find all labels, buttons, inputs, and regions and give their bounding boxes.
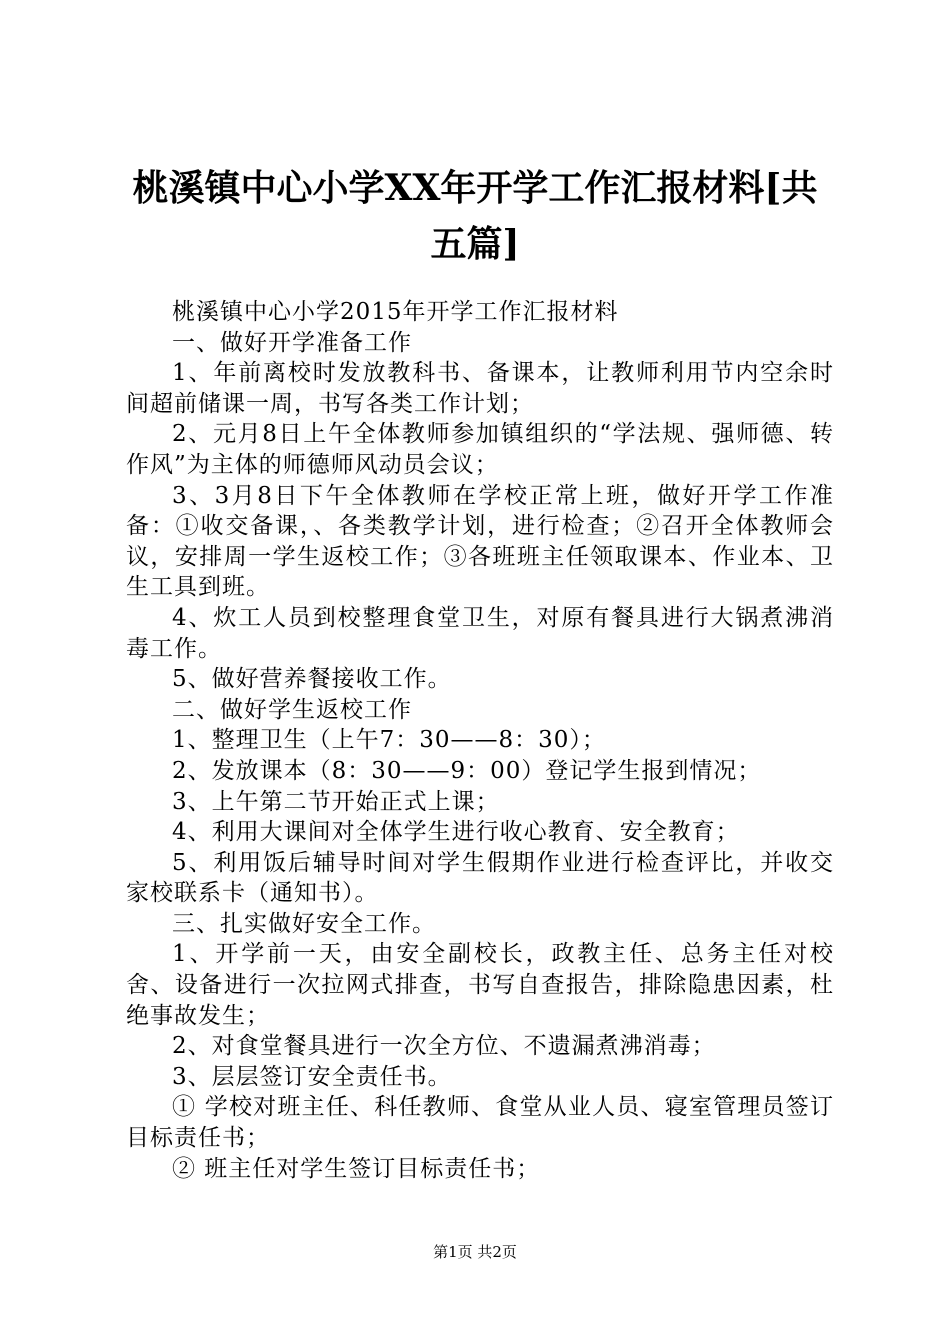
paragraph: 4、利用大课间对全体学生进行收心教育、安全教育；	[172, 819, 740, 846]
paragraph-subtitle: 桃溪镇中心小学2015年开学工作汇报材料	[172, 299, 619, 325]
paragraph: 1、年前离校时发放教科书、备课本，让教师利用节内空余时间超前储课一周，书写各类工作计划；	[126, 360, 834, 417]
section-heading-2: 二、做好学生返校工作	[172, 696, 412, 723]
paragraph: 5、利用饭后辅导时间对学生假期作业进行检查评比，并收交家校联系卡（通知书）。	[126, 849, 834, 907]
paragraph: 5、做好营养餐接收工作。	[172, 666, 452, 693]
paragraph: 2、元月8日上午全体教师参加镇组织的“学法规、强师德、转作风”为主体的师德师风动员会议；	[126, 421, 834, 478]
paragraph: ① 学校对班主任、科任教师、食堂从业人员、寝室管理员签订目标责任书；	[126, 1094, 834, 1152]
paragraph: 1、整理卫生（上午7：30——8：30）；	[172, 727, 606, 754]
document-body	[126, 297, 834, 1184]
paragraph: 1、开学前一天，由安全副校长，政教主任、总务主任对校舍、设备进行一次拉网式排查，书写自查报告，排除隐患因素，杜绝事故发生；	[126, 941, 834, 1029]
paragraph: 2、对食堂餐具进行一次全方位、不遗漏煮沸消毒；	[172, 1033, 716, 1060]
paragraph: ② 班主任对学生签订目标责任书；	[172, 1155, 541, 1182]
section-heading-3: 三、扎实做好安全工作。	[172, 910, 436, 937]
paragraph: 4、炊工人员到校整理食堂卫生，对原有餐具进行大锅煮沸消毒工作。	[126, 604, 834, 662]
paragraph: 3、3月8日下午全体教师在学校正常上班，做好开学工作准备：①收交备课，、各类教学计划，进行检查；②召开全体教师会议，安排周一学生返校工作；③各班班主任领取课本、作业本、卫生工具到班。	[126, 482, 834, 601]
paragraph: 3、上午第二节开始正式上课；	[172, 788, 500, 815]
page-footer: 第1页 共2页	[433, 1243, 517, 1261]
paragraph: 3、层层签订安全责任书。	[172, 1063, 452, 1090]
section-heading-1: 一、做好开学准备工作	[172, 329, 412, 356]
paragraph: 2、发放课本（8：30——9：00）登记学生报到情况；	[172, 757, 762, 784]
document-title: 桃溪镇中心小学XX年开学工作汇报材料[共五篇]	[132, 167, 818, 265]
